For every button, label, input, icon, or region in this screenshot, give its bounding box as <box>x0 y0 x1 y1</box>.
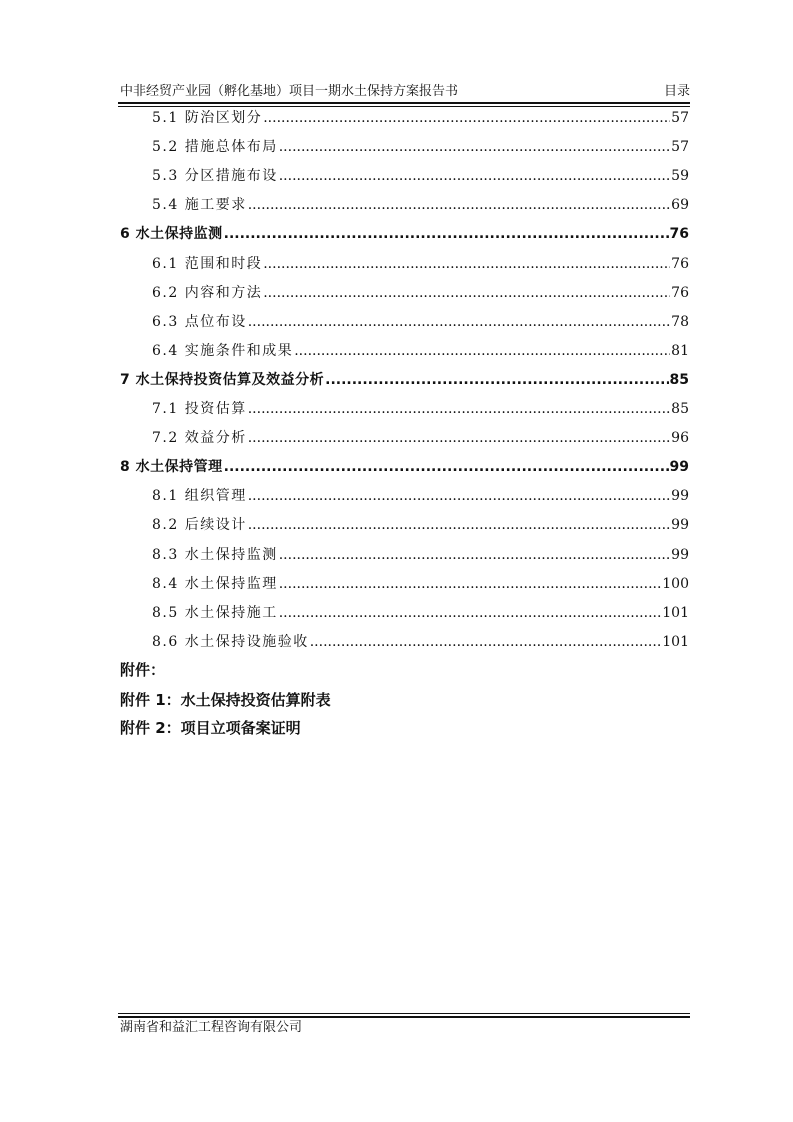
toc-entry-page: 99 <box>671 546 689 563</box>
toc-entry[interactable] <box>152 196 689 214</box>
toc-leader-dots <box>248 313 670 331</box>
attachments-heading: 附件： <box>120 661 166 679</box>
toc-entry-page: 99 <box>671 517 689 534</box>
toc-entry-label: 6.3 点位布设 <box>152 313 247 330</box>
toc-entry-page: 99 <box>671 488 689 505</box>
toc-entry-page: 85 <box>669 371 689 388</box>
toc-entry-page: 76 <box>671 284 689 301</box>
toc-entry-label: 8.4 水土保持监理 <box>152 575 278 592</box>
toc-entry[interactable] <box>152 429 689 447</box>
toc-leader-dots <box>310 633 662 651</box>
toc-entry-page: 57 <box>671 139 689 156</box>
toc-entry-page: 78 <box>671 313 689 330</box>
toc-entry[interactable] <box>152 633 689 651</box>
toc-leader-dots <box>279 575 662 593</box>
toc-entry-page: 99 <box>669 459 689 476</box>
toc-leader-dots <box>248 516 670 534</box>
toc-entry-page: 76 <box>669 226 689 243</box>
toc-entry-page: 76 <box>671 255 689 272</box>
toc-leader-dots <box>279 138 670 156</box>
toc-leader-dots <box>224 225 669 243</box>
toc-entry-page: 100 <box>662 575 689 592</box>
toc-entry-page: 101 <box>662 604 689 621</box>
toc-leader-dots <box>224 458 669 476</box>
toc-entry[interactable] <box>152 400 689 418</box>
toc-entry-label: 6.4 实施条件和成果 <box>152 342 294 359</box>
toc-entry[interactable] <box>152 604 689 622</box>
toc-leader-dots <box>279 604 662 622</box>
toc-entry[interactable] <box>152 313 689 331</box>
toc-entry[interactable] <box>120 225 689 243</box>
toc-leader-dots <box>248 196 670 214</box>
toc-entry-label: 8 水土保持管理 <box>120 459 223 476</box>
toc-leader-dots <box>248 487 670 505</box>
toc-entry-label: 5.1 防治区划分 <box>152 110 263 126</box>
toc-entry-label: 5.3 分区措施布设 <box>152 168 278 185</box>
footer-company: 湖南省和益汇工程咨询有限公司 <box>120 1020 303 1035</box>
toc-entry[interactable] <box>152 575 689 593</box>
header-title: 中非经贸产业园（孵化基地）项目一期水土保持方案报告书 <box>120 84 459 99</box>
toc-entry[interactable] <box>152 487 689 505</box>
toc-leader-dots <box>248 400 670 418</box>
toc-entry[interactable] <box>152 516 689 534</box>
toc-entry-label: 7 水土保持投资估算及效益分析 <box>120 371 325 388</box>
toc-entry-page: 85 <box>671 401 689 417</box>
attachment-item-1[interactable]: 附件 1：水土保持投资估算附表 <box>120 691 331 709</box>
toc-entry[interactable] <box>120 458 689 476</box>
toc-entry[interactable] <box>120 371 689 389</box>
toc-entry-label: 5.4 施工要求 <box>152 197 247 214</box>
toc-entry-label: 8.2 后续设计 <box>152 517 247 534</box>
toc-leader-dots <box>294 342 670 360</box>
page-header <box>120 84 690 100</box>
toc-entry-page: 101 <box>662 633 689 650</box>
toc-entry-label: 7.2 效益分析 <box>152 430 247 447</box>
toc-entry-page: 96 <box>671 430 689 447</box>
toc-leader-dots <box>248 429 670 447</box>
toc-entry[interactable] <box>152 284 689 302</box>
toc-entry-label: 5.2 措施总体布局 <box>152 139 278 156</box>
attachment-item-2[interactable]: 附件 2：项目立项备案证明 <box>120 719 301 737</box>
toc-leader-dots <box>263 255 670 273</box>
footer-rule <box>118 1013 690 1018</box>
toc-entry[interactable] <box>152 138 689 156</box>
toc-entry-label: 6.1 范围和时段 <box>152 255 263 272</box>
toc-entry-label: 6 水土保持监测 <box>120 226 223 243</box>
toc-leader-dots <box>263 284 670 302</box>
toc-entry[interactable] <box>152 255 689 273</box>
toc-entry-label: 8.1 组织管理 <box>152 488 247 505</box>
toc-entry-page: 57 <box>671 110 689 126</box>
toc-entry-label: 8.3 水土保持监测 <box>152 546 278 563</box>
toc-entry-label: 6.2 内容和方法 <box>152 284 263 301</box>
toc-leader-dots <box>263 109 670 127</box>
toc-entry-label: 8.5 水土保持施工 <box>152 604 278 621</box>
toc-entry[interactable] <box>152 342 689 360</box>
toc-leader-dots <box>279 546 670 564</box>
header-section: 目录 <box>663 84 690 99</box>
toc-entry[interactable] <box>152 546 689 564</box>
toc-entry-label: 8.6 水土保持设施验收 <box>152 633 309 650</box>
toc-entry-page: 59 <box>671 168 689 185</box>
toc-entry[interactable] <box>152 167 689 185</box>
toc-entry[interactable] <box>152 109 689 127</box>
toc-entry-page: 69 <box>671 197 689 214</box>
toc-entry-page: 81 <box>671 342 689 359</box>
toc-leader-dots <box>279 167 670 185</box>
toc-leader-dots <box>325 371 668 389</box>
toc-entry-label: 7.1 投资估算 <box>152 401 247 417</box>
